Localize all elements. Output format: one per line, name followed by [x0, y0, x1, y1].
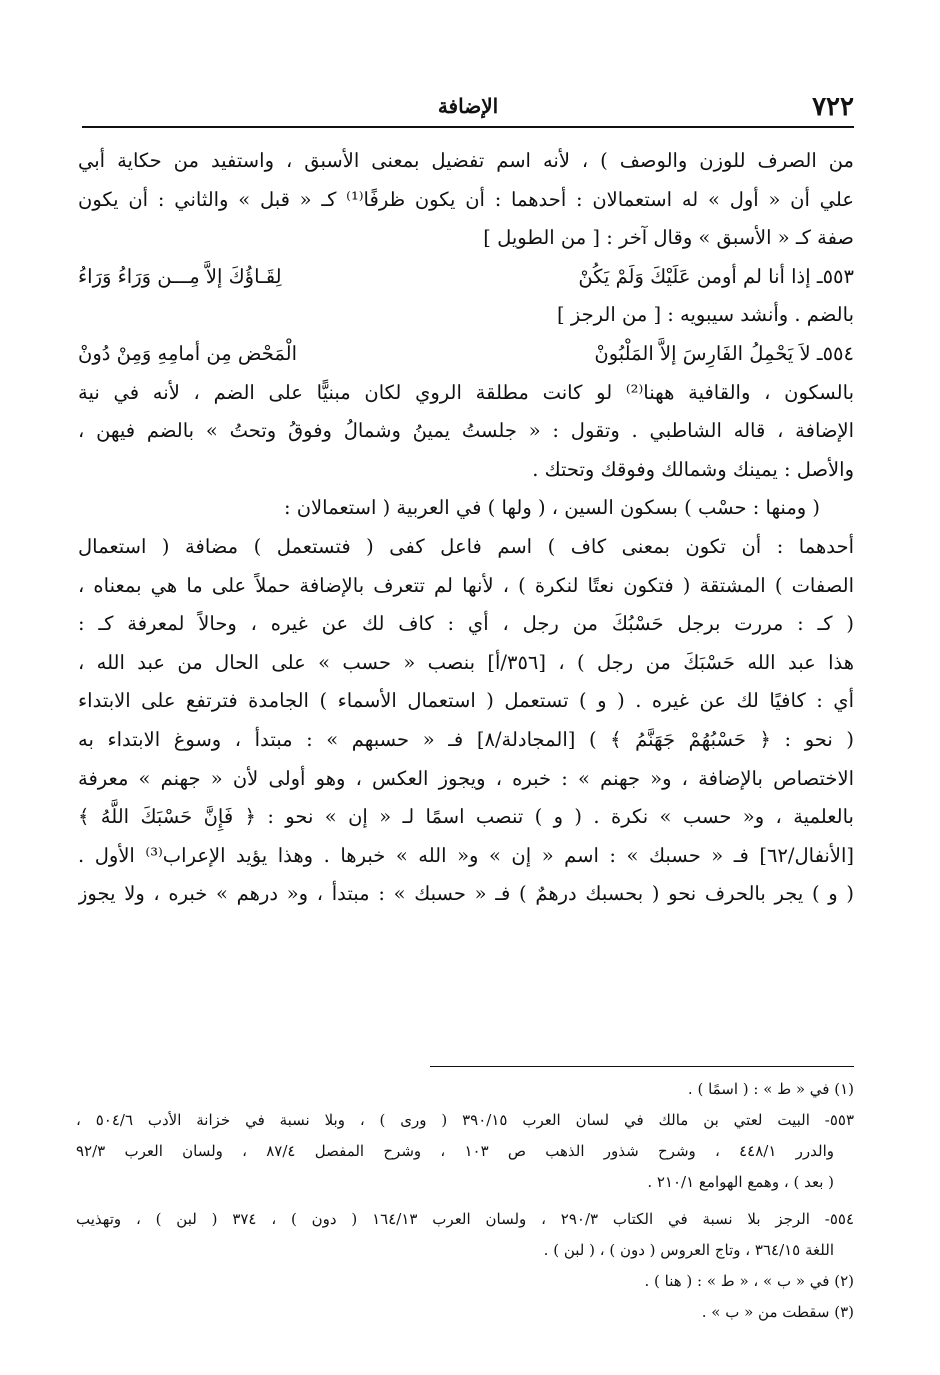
body-line-18: بالعلمية ، و« حسب » نكرة . ( و ) تنصب اسمًا لـ « إن » نحو : ﴿ فَإِنَّ حَسْبَكَ اللَّهُ ﴾ [78, 805, 854, 829]
verse-554-first-hemistich: ٥٥٤ـ لاَ يَحْمِلُ الفَارِسَ إلاَّ المَلْبُونْ [594, 341, 854, 365]
body-line-20: ( و ) يجر بالحرف نحو ( بحسبك درهمٌ ) فـ « حسبك » : مبتدأ ، و« درهم » خبره ، ولا يجوز [78, 882, 854, 906]
body-line-11: أحدهما : أن تكون بمعنى كاف ) اسم فاعل كفى ( فتستعمل ) مضافة ( استعمال [78, 534, 854, 558]
verse-553-second-hemistich: لِقَـاؤُكَ إلاَّ مِـــن وَرَاءُ وَرَاءُ [78, 264, 282, 288]
footnote-553-line-1: ٥٥٣- البيت لعتي بن مالك في لسان العرب ٣٩٠/١٥ ( ورى ) ، وبلا نسبة في خزانة الأدب ٥٠٤/٦ ، [76, 1111, 854, 1129]
body-line-3: صفة كـ « الأسبق » وقال آخر : [ من الطويل ] [483, 226, 854, 250]
page-number: ٧٢٢ [812, 92, 854, 122]
footnotes [76, 1074, 854, 1328]
verse-553-first-hemistich: ٥٥٣ـ إذا أنا لم أومن عَلَيْكَ وَلَمْ يَكُنْ [578, 264, 854, 288]
body-line-10: ( ومنها : حسْب ) بسكون السين ، ( ولها ) في العربية ( استعمالان : [283, 496, 820, 520]
body-line-14: هذا عبد الله حَسْبَكَ من رجل ) ، [٣٥٦/أ] بنصب « حسب » على الحال من عبد الله ، [78, 650, 854, 674]
body-line-16: ( نحو : ﴿ حَسْبُهُمْ جَهَنَّمُ ﴾ ) [المجادلة/٨] فـ « حسبهم » : مبتدأ ، وسوغ الابتداء به [78, 727, 854, 751]
verse-554 [78, 335, 854, 374]
verse-554-second-hemistich: الْمَحْض مِن أمامِهِ وَمِنْ دُونْ [78, 341, 298, 365]
footnote-separator [430, 1066, 854, 1067]
body-line-5: بالضم . وأنشد سيبويه : [ من الرجز ] [557, 303, 854, 327]
body-line-19: [الأنفال/٦٢] فـ « حسبك » : اسم « إن » و« الله » خبرها . وهذا يؤيد الإعراب⁽³⁾ الأول . [78, 843, 854, 867]
body-line-13: ( كـ : مررت برجل حَسْبُكَ من رجل ، أي : كاف لك عن غيره ، وحالاً لمعرفة كـ : [78, 612, 854, 636]
body-line-7: بالسكون ، والقافية ههنا⁽²⁾ لو كانت مطلقة الروي لكان مبنيًّا على الضم ، لأنه في نية [78, 380, 854, 404]
main-text [78, 142, 854, 914]
footnote-553-line-2: والدرر ٤٤٨/١ ، وشرح شذور الذهب ص ١٠٣ ، وشرح المفصل ٨٧/٤ ، ولسان العرب ٩٢/٣ [76, 1142, 834, 1160]
body-line-8: الإضافة ، قاله الشاطبي . وتقول : « جلستُ يمينُ وشمالُ وفوقُ وتحتُ » بالضم فيهن ، [78, 419, 854, 443]
body-line-2: علي أن « أول » له استعمالان : أحدهما : أن يكون ظرفًا⁽¹⁾ كـ « قبل » والثاني : أن يكون [78, 187, 854, 211]
footnote-2: (٢) في « ب » ، « ط » : ( هنا ) . [644, 1272, 854, 1290]
body-line-17: الاختصاص بالإضافة ، و« جهنم » : خبره ، ويجوز العكس ، وهو أولى لأن « جهنم » معرفة [78, 766, 854, 790]
footnote-1: (١) في « ط » : ( اسمًا ) . [687, 1080, 854, 1098]
footnote-3: (٣) سقطت من « ب » . [701, 1303, 854, 1321]
body-line-12: الصفات ) المشتقة ( فتكون نعتًا لنكرة ) ، لأنها لم تتعرف بالإضافة حملاً على ما هي بمعناه ، [78, 573, 854, 597]
body-line-15: أي : كافيًا لك عن غيره . ( و ) تستعمل ( استعمال الأسماء ) الجامدة فترتفع على الابتداء [78, 689, 854, 713]
page-header [82, 92, 854, 128]
running-title: الإضافة [437, 94, 499, 118]
footnote-554-line-2: اللغة ٣٦٤/١٥ ، وتاج العروس ( دون ) ، ( لبن ) . [543, 1241, 834, 1259]
body-line-1: من الصرف للوزن والوصف ) ، لأنه اسم تفضيل بمعنى الأسبق ، واستفيد من حكاية أبي [78, 149, 854, 172]
body-line-9: والأصل : يمينك وشمالك وفوقك وتحتك . [532, 457, 854, 481]
verse-553 [78, 258, 854, 297]
footnote-553-line-3: ( بعد ) ، وهمع الهوامع ٢١٠/١ . [647, 1173, 834, 1191]
footnote-554-line-1: ٥٥٤- الرجز بلا نسبة في الكتاب ٢٩٠/٣ ، ولسان العرب ١٦٤/١٣ ( دون ) ، ٣٧٤ ( لبن ) ، وتهذيب [76, 1210, 854, 1228]
